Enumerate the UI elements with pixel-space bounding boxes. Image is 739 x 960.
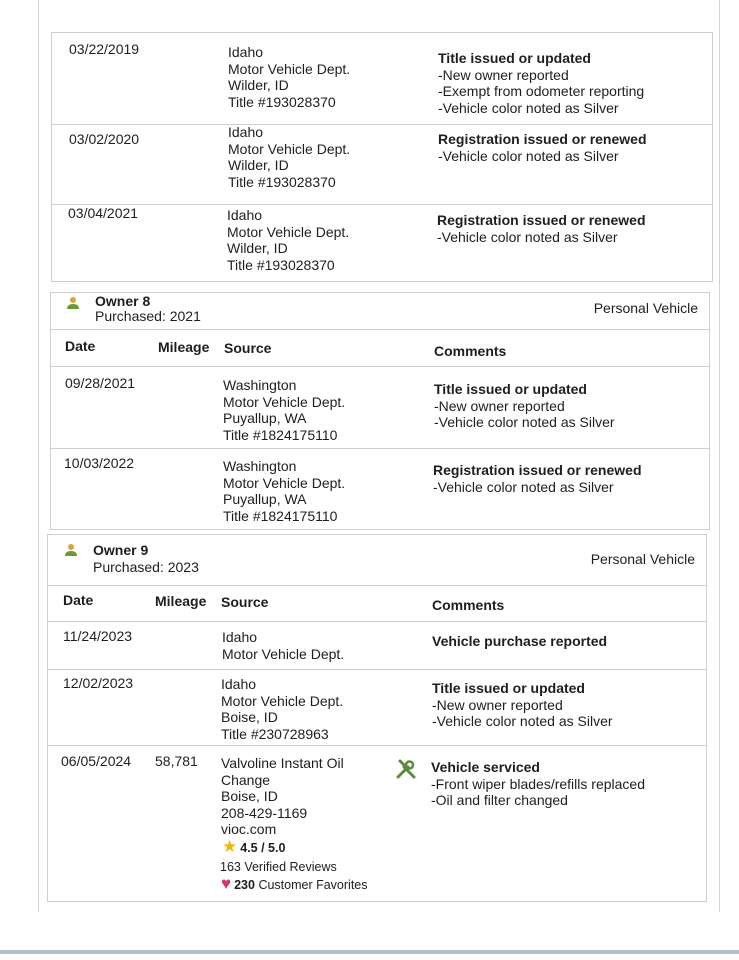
record-mileage: 58,781 [155, 753, 198, 769]
record-source: Washington Motor Vehicle Dept. Puyallup, WA Title #1824175110 [223, 377, 346, 443]
column-headers [51, 330, 709, 367]
record-source: Idaho Motor Vehicle Dept. Boise, ID Title #230728963 [221, 676, 344, 742]
record-comments: Title issued or updated -New owner reported -Vehicle color noted as Silver [432, 680, 613, 729]
favorites-line: ♥ 230 Customer Favorites [221, 874, 368, 893]
record-comments: Registration issued or renewed -Vehicle color noted as Silver [438, 131, 647, 164]
record-source: Idaho Motor Vehicle Dept. [222, 629, 345, 662]
owner-8-card [50, 292, 710, 530]
table-row [52, 33, 712, 125]
column-headers [48, 586, 706, 622]
heart-icon: ♥ [221, 874, 232, 893]
record-source: Idaho Motor Vehicle Dept. Wilder, ID Title #193028370 [227, 207, 350, 273]
record-comments: Title issued or updated -New owner reported -Exempt from odometer reporting -Vehicle color noted as Silver [438, 50, 645, 116]
page-bottom-rule [0, 950, 739, 954]
record-date: 03/22/2019 [69, 41, 140, 57]
table-row [51, 449, 709, 529]
col-mileage: Mileage [158, 339, 210, 355]
owner-7-records-card [51, 32, 713, 282]
record-date: 09/28/2021 [65, 375, 136, 391]
record-source: Idaho Motor Vehicle Dept. Wilder, ID Title #193028370 [228, 124, 351, 190]
col-source: Source [221, 594, 269, 610]
record-comments: Vehicle serviced -Front wiper blades/refills replaced -Oil and filter changed [431, 759, 645, 808]
record-source: Idaho Motor Vehicle Dept. Wilder, ID Title #193028370 [228, 44, 351, 110]
person-icon [66, 296, 80, 310]
record-comments: Title issued or updated -New owner reported -Vehicle color noted as Silver [434, 381, 615, 430]
col-source: Source [224, 340, 272, 356]
record-comments: Registration issued or renewed -Vehicle color noted as Silver [437, 212, 646, 245]
col-mileage: Mileage [155, 593, 207, 609]
col-comments: Comments [432, 597, 505, 613]
tools-icon [394, 757, 418, 781]
person-icon [64, 543, 78, 557]
table-row [48, 622, 706, 670]
table-row [52, 124, 712, 205]
owner-purchased: Purchased: 2021 [95, 308, 201, 324]
rating-line: ★ 4.5 / 5.0 [222, 837, 286, 856]
record-comments: Vehicle purchase reported [432, 633, 608, 649]
record-comments: Registration issued or renewed -Vehicle color noted as Silver [433, 462, 642, 495]
record-date: 06/05/2024 [61, 753, 132, 769]
owner-header [48, 535, 706, 586]
owner-vehicle-type: Personal Vehicle [590, 551, 695, 567]
record-date: 12/02/2023 [63, 675, 134, 691]
owner-name: Owner 8 [95, 293, 151, 309]
star-icon: ★ [222, 837, 238, 856]
record-date: 03/04/2021 [68, 205, 139, 221]
table-row [51, 367, 709, 449]
owner-purchased: Purchased: 2023 [93, 559, 199, 575]
review-count[interactable]: 163 Verified Reviews [220, 860, 337, 874]
table-row [48, 746, 706, 901]
owner-vehicle-type: Personal Vehicle [593, 300, 698, 316]
record-source: Washington Motor Vehicle Dept. Puyallup, WA Title #1824175110 [223, 458, 346, 524]
col-date: Date [65, 338, 96, 354]
col-date: Date [63, 592, 94, 608]
owner-header [51, 293, 709, 330]
owner-9-card [47, 534, 707, 902]
owner-name: Owner 9 [93, 542, 149, 558]
col-comments: Comments [434, 343, 507, 359]
table-row [52, 205, 712, 281]
record-source: Valvoline Instant Oil Change Boise, ID 208-429-1169 vioc.com [221, 755, 344, 837]
record-date: 11/24/2023 [63, 628, 133, 644]
record-date: 10/03/2022 [64, 455, 135, 471]
table-row [48, 670, 706, 746]
record-date: 03/02/2020 [69, 131, 140, 147]
